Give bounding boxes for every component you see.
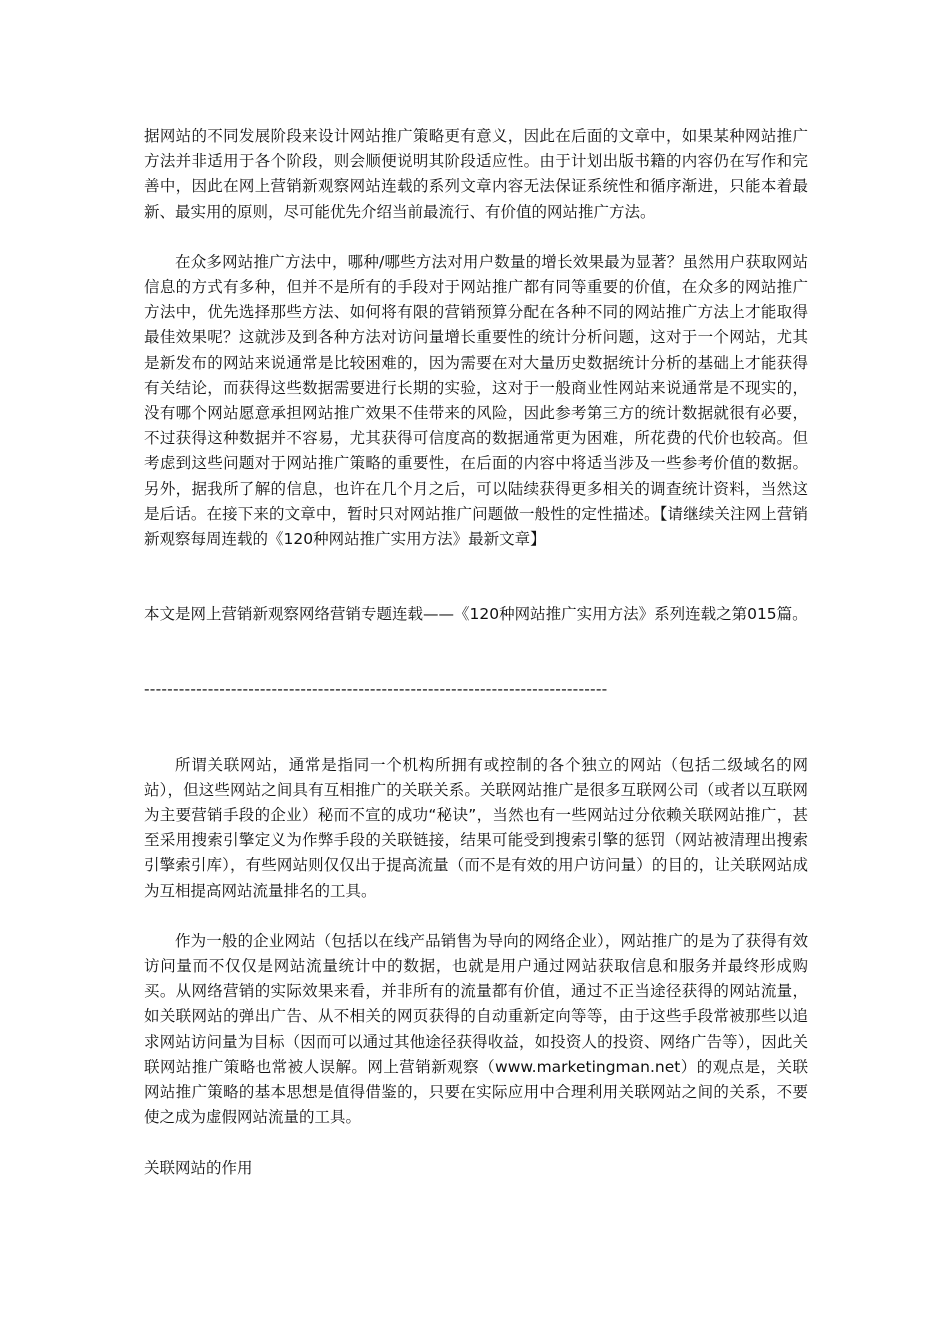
paragraph-intro: 据网站的不同发展阶段来设计网站推广策略更有意义，因此在后面的文章中，如果某种网站推广方法并非适用于各个阶段，则会顺便说明其阶段适应性。由于计划出版书籍的内容仍在写作和完善中，因此在网上营销新观察网站连载的系列文章内容无法保证系统性和循序渐进，只能本着最新、最实用的原则，尽可能优先介绍当前最流行、有价值的网站推广方法。 xyxy=(144,127,808,221)
paragraph-related-sites: 所谓关联网站，通常是指同一个机构所拥有或控制的各个独立的网站（包括二级域名的网站），但这些网站之间具有互相推广的关联关系。关联网站推广是很多互联网公司（或者以互联网为主要营销手段的企业）秘而不宣的成功“秘诀”，当然也有一些网站过分依赖关联网站推广，甚至采用搜索引擎定义为作弊手段的关联链接，结果可能受到搜索引擎的惩罚（网站被清理出搜索引擎索引库），有些网站则仅仅出于提高流量（而不是有效的用户访问量）的目的，让关联网站成为互相提高网站流量排名的工具。 xyxy=(144,755,808,900)
document-page xyxy=(144,124,808,1181)
paragraph-enterprise-sites: 作为一般的企业网站（包括以在线产品销售为导向的网络企业），网站推广的是为了获得有效访问量而不仅仅是网站流量统计中的数据，也就是用户通过网站获取信息和服务并最终形成购买。从网络营销的实际效果来看，并非所有的流量都有价值，通过不正当途径获得的网站流量，如关联网站的弹出广告、从不相关的网页获得的自动重新定向等等，由于这些手段常被那些以追求网站访问量为目标（因而可以通过其他途径获得收益，如投资人的投资、网络广告等），因此关联网站推广策略也常被人误解。网上营销新观察（www.marketingman.net）的观点是，关联网站推广策略的基本思想是值得借鉴的，只要在实际应用中合理利用关联网站之间的关系，不要使之成为虚假网站流量的工具。 xyxy=(144,931,808,1127)
paragraph-series-note: 本文是网上营销新观察网络营销专题连载——《120种网站推广实用方法》系列连载之第015篇。 xyxy=(144,605,808,624)
section-heading: 关联网站的作用 xyxy=(144,1158,253,1177)
paragraph-promotion-methods: 在众多网站推广方法中，哪种/哪些方法对用户数量的增长效果最为显著？虽然用户获取网站信息的方式有多种，但并不是所有的手段对于网站推广都有同等重要的价值，在众多的网站推广方法中，优先选择那些方法、如何将有限的营销预算分配在各种不同的网站推广方法上才能取得最佳效果呢？这就涉及到各种方法对访问量增长重要性的统计分析问题，这对于一个网站，尤其是新发布的网站来说通常是比较困难的，因为需要在对大量历史数据统计分析的基础上才能获得有关结论，而获得这些数据需要进行长期的实验，这对于一般商业性网站来说通常是不现实的，没有哪个网站愿意承担网站推广效果不佳带来的风险，因此参考第三方的统计数据就很有必要，不过获得这种数据并不容易，尤其获得可信度高的数据通常更为困难，所花费的代价也较高。但考虑到这些问题对于网站推广策略的重要性，在后面的内容中将适当涉及一些参考价值的数据。另外，据我所了解的信息，也许在几个月之后，可以陆续获得更多相关的调查统计资料，当然这是后话。在接下来的文章中，暂时只对网站推广问题做一般性的定性描述。【请继续关注网上营销新观察每周连载的《120种网站推广实用方法》最新文章】 xyxy=(144,252,808,549)
divider-line: -------------------------------------------------------------------------------- xyxy=(144,680,608,699)
